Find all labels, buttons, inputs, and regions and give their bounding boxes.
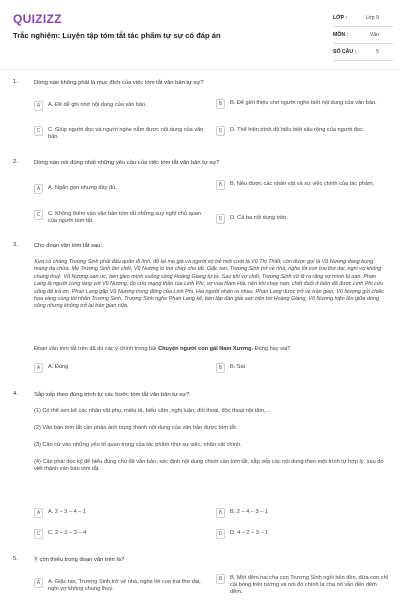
meta-value: Văn: [369, 32, 379, 38]
quiz-meta: [333, 10, 393, 61]
meta-label: LỚP :: [333, 15, 348, 21]
option-text: D. Thể hiện trình độ hiểu biết sâu rộng của người đọc.: [230, 127, 365, 133]
step-2: (2) Văn bản tóm tắt cần phản ánh trung thành nội dung của văn bản được tóm tắt.: [34, 425, 238, 431]
page-header: [0, 0, 400, 70]
option-d[interactable]: [216, 214, 388, 224]
option-d[interactable]: [216, 126, 388, 136]
option-text: C. Giúp người đọc và người nghe nắm được nội dung của văn bản.: [48, 127, 204, 140]
option-a[interactable]: [34, 578, 206, 593]
page-title: Trắc nghiệm: Luyện tập tóm tắt tác phẩm tự sự có đáp án: [13, 31, 221, 40]
option-text: B. Một đêm hai cha con Trương Sinh ngồi bên đèn, đứa con chỉ cái bóng trên tường và nói đó chính là cha nó vẫn đến đêm đêm.: [230, 575, 388, 595]
option-letter: A: [34, 578, 43, 588]
summary-passage: Xưa có chàng Trương Sinh phải đầu quân đi lính, để lại mẹ già và người vợ trẻ mới cưới là Vũ Thị Thiết, còn được gọi là Vũ Nương đang bụng mang dạ chửa. Mẹ Trương Sinh ốm chết, Vũ Nương lo ma chay chu tất. Giặc tan, Trương Sinh trở về nhà, nghe lời con trai thơ dại, nghi vợ không chung thuỷ. Vũ Nương oan ức, bèn gieo mình xuống sông Hoàng Giang tự tử. Sau khi vợ chết, Trương Sinh vỡ lẽ ra rằng vợ mình bị oan. Phan Lang là người cùng làng với Vũ Nương, do cứu mạng thần rùa Linh Phi, vợ vua Nam Hải, nên khi chạy nạn, chết đuối ở biển đã được Linh Phi cứu sống để trả ơn. Phan Lang gặp Vũ Nương trong động của Linh Phi. Hai người nhận ra nhau. Phan Lang được trở về trần gian, Vũ Nương gửi chiếc hoa vàng cùng lời nhắn Trương Sinh. Trương Sinh nghe Phan Lang kể, bèn lập đàn giải oan trên bờ Hoàng Giang, Vũ Nương hiện lên giữa dòng sông nhưng không trở lại trần gian nữa.: [34, 259, 385, 310]
option-text: A. Ngắn gọn nhưng đầy đủ.: [48, 185, 117, 191]
option-text: B. Nêu được các nhân vật và sự việc chính của tác phẩm.: [230, 181, 375, 187]
option-letter: D: [216, 126, 225, 136]
option-b[interactable]: [216, 508, 388, 518]
option-text: A. Đúng: [48, 364, 69, 370]
option-text: D. 4 – 2 – 3 – 1: [230, 530, 269, 536]
question-number: 3.: [13, 242, 18, 248]
meta-value: 5: [376, 49, 379, 55]
step-3: (3) Căn cứ vào những yếu tố quan trọng của tác phẩm như sự việc, nhân vật chính.: [34, 442, 242, 448]
question-text: Dòng nào không phải là mục đích của việc tóm tắt văn bản tự sự?: [34, 80, 204, 86]
option-b[interactable]: [216, 180, 388, 190]
statement-work-title: Chuyện người con gái Nam Xương: [158, 346, 252, 352]
option-a[interactable]: [34, 508, 206, 518]
option-letter: C: [34, 210, 43, 220]
option-letter: A: [34, 184, 43, 194]
option-letter: A: [34, 508, 43, 518]
question-text: Cho đoạn văn tóm tắt sau:: [34, 243, 102, 249]
option-letter: B: [216, 574, 225, 584]
statement-text: Đoạn văn tóm tắt trên đã đủ các ý chính trong bài: [34, 346, 159, 352]
option-a[interactable]: [34, 363, 206, 373]
question-text: Sắp xếp theo đúng trình tự các bước tóm tắt văn bản tự sự?: [34, 392, 190, 398]
option-text: B. Để giới thiệu cho người nghe biết nội dung của văn bản.: [230, 100, 377, 106]
option-letter: C: [34, 529, 43, 539]
meta-row-subject: [333, 27, 393, 44]
meta-value: Lớp 9: [365, 15, 379, 21]
question-statement: [34, 346, 386, 353]
option-text: A. Giặc tan, Trương Sinh trở về nhà, nghe lời con trai thơ dại, nghi vợ không chung thuỷ.: [48, 579, 201, 592]
meta-row-count: [333, 44, 393, 61]
option-a[interactable]: [34, 101, 206, 111]
option-c[interactable]: [34, 210, 206, 225]
option-c[interactable]: [34, 529, 206, 539]
quizizz-logo: QUIZIZZ: [13, 12, 62, 26]
statement-text-end: . Đúng hay sai?: [251, 346, 291, 352]
option-text: C. Không thêm vào văn bản tóm tắt những suy nghĩ chủ quan của người tóm tắt.: [48, 211, 202, 224]
option-letter: B: [216, 180, 225, 190]
option-b[interactable]: [216, 363, 388, 373]
option-d[interactable]: [216, 529, 388, 539]
option-text: B. 2 – 4 – 3 – 1: [230, 509, 268, 515]
question-text: Dòng nào nói đúng nhất những yêu cầu của việc tóm tắt văn bản tự sự?: [34, 160, 220, 166]
question-number: 1.: [13, 79, 18, 85]
meta-row-grade: [333, 10, 393, 27]
option-letter: A: [34, 101, 43, 111]
question-number: 4.: [13, 391, 18, 397]
option-letter: A: [34, 363, 43, 373]
question-number: 2.: [13, 159, 18, 165]
meta-label: SỐ CÂU :: [333, 49, 357, 55]
option-a[interactable]: [34, 184, 206, 194]
option-letter: C: [34, 126, 43, 136]
meta-label: MÔN :: [333, 32, 349, 38]
option-letter: B: [216, 99, 225, 109]
option-b[interactable]: [216, 99, 388, 109]
option-letter: D: [216, 214, 225, 224]
question-number: 5.: [13, 556, 18, 562]
step-4: (4) Cần phải đọc kỹ để hiểu đúng chủ đề văn bản, xác định nội dung chính cần tóm tắt, sắp xếp các nội dung theo một trình tự hợp lý, sau đó viết thành văn bản tóm tắt.: [34, 459, 384, 473]
question-text: Ý còn thiếu trong đoạn văn trên là?: [34, 557, 125, 563]
option-text: C. 2 – 1 – 3 – 4: [48, 530, 87, 536]
option-c[interactable]: [34, 126, 206, 141]
option-letter: B: [216, 508, 225, 518]
option-text: D. Cả ba nội dung trên.: [230, 215, 288, 221]
option-letter: D: [216, 529, 225, 539]
option-text: B. Sai: [230, 364, 245, 370]
step-1: (1) Có thể xen kẽ các nhân vật phụ, miêu tả, biểu cảm, nghị luận, đối thoại, độc thoại nội tâm,...: [34, 408, 271, 414]
option-text: A. 2 – 3 – 4 – 1: [48, 509, 86, 515]
option-b[interactable]: [216, 574, 388, 596]
option-letter: B: [216, 363, 225, 373]
option-text: A. Để dễ ghi nhớ nội dung của văn bản.: [48, 102, 147, 108]
